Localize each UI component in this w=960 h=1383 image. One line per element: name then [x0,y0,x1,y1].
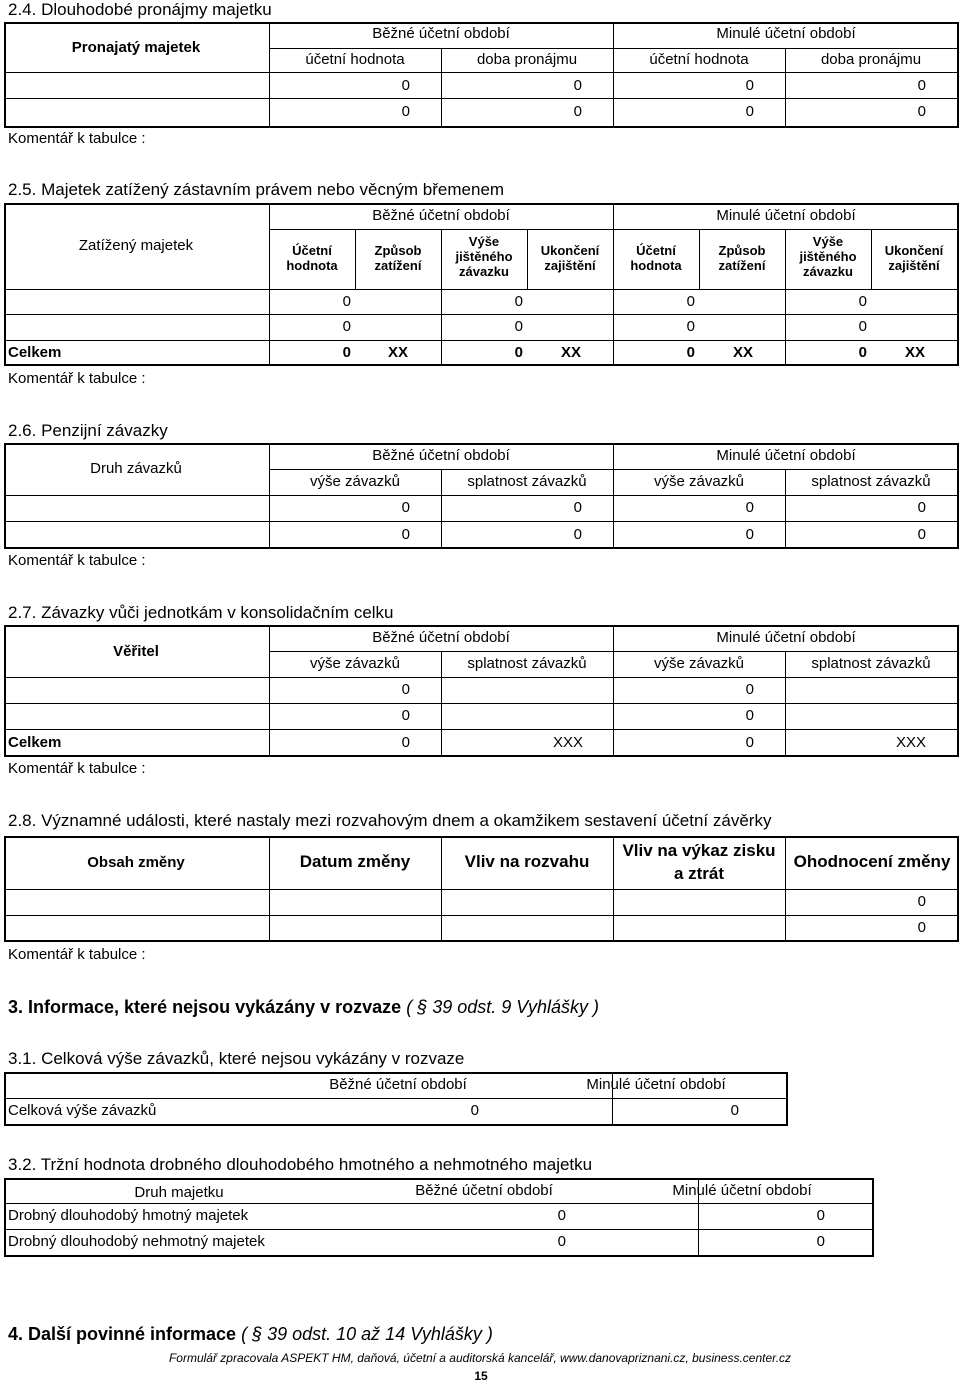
cell-value: 0 [686,318,695,335]
cell-value: 0 [573,526,582,543]
period-current: Běžné účetní období [372,207,510,224]
section-3-2-heading: 3.2. Tržní hodnota drobného dlouhodobého hmotného a nehmotného majetku [8,1155,593,1174]
cell-value: 0 [917,77,926,94]
col-vliv-rozvahu: Vliv na rozvahu [464,852,590,871]
total-value: 0 [745,734,754,751]
total-value: XX [560,344,581,361]
cell-value: 0 [745,499,754,516]
cell-value: 0 [401,499,410,516]
total-value: 0 [514,344,523,361]
col-datum-zmeny: Datum změny [299,852,411,871]
sub-header-vyse-zavazku: Výše jištěného závazku [455,234,513,279]
sub-header: doba pronájmu [820,51,922,68]
period-current: Běžné účetní období [372,447,510,464]
period-current: Běžné účetní období [372,25,510,42]
sub-header: splatnost závazků [467,473,587,490]
cell-value: 0 [917,499,926,516]
cell-value: 0 [470,1102,479,1119]
section-2-6-heading: 2.6. Penzijní závazky [8,421,168,440]
sub-header-ukonceni: Ukončení zajištění [540,243,600,273]
table-2-5 [4,203,959,366]
row-label: Drobný dlouhodobý nehmotný majetek [8,1233,265,1250]
sub-header: účetní hodnota [649,51,749,68]
section-3-1-heading: 3.1. Celková výše závazků, které nejsou vykázány v rozvaze [8,1049,465,1068]
sub-header: výše závazků [653,655,745,672]
cell-value: 0 [573,103,582,120]
col-veritel: Věřitel [113,643,159,660]
sub-header-zpusob-zatizeni: Způsob zatížení [718,243,766,273]
page-number: 15 [474,1369,488,1383]
period-current: Běžné účetní období [372,629,510,646]
table-comment: Komentář k tabulce : [8,946,146,963]
cell-value: 0 [917,893,926,910]
period-prior: Minulé účetní období [586,1076,726,1093]
section-2-8-heading: 2.8. Významné události, které nastaly mezi rozvahovým dnem a okamžikem sestavení účetní závěrky [8,811,772,830]
total-value: XXX [552,734,583,751]
cell-value: 0 [917,919,926,936]
col-druh-zavazku: Druh závazků [90,460,182,477]
cell-value: 0 [917,103,926,120]
cell-value: 0 [917,526,926,543]
section-2-7-heading: 2.7. Závazky vůči jednotkám v konsolidačním celku [8,603,394,622]
sub-header-ucetni-hodnota: Účetní hodnota [630,243,682,273]
row-label: Drobný dlouhodobý hmotný majetek [8,1207,249,1224]
cell-value: 0 [401,103,410,120]
total-value: XX [387,344,408,361]
cell-value: 0 [342,293,351,310]
cell-value: 0 [401,681,410,698]
total-value: XX [732,344,753,361]
cell-value: 0 [557,1233,566,1250]
period-current: Běžné účetní období [329,1076,467,1093]
table-comment: Komentář k tabulce : [8,130,146,147]
row-label: Celková výše závazků [8,1102,157,1119]
period-prior: Minulé účetní období [716,207,856,224]
total-value: 0 [686,344,695,361]
table-comment: Komentář k tabulce : [8,760,146,777]
sub-header: účetní hodnota [305,51,405,68]
total-label: Celkem [8,344,62,361]
sub-header-ukonceni: Ukončení zajištění [884,243,944,273]
cell-value: 0 [573,77,582,94]
cell-value: 0 [858,318,867,335]
total-value: 0 [858,344,867,361]
sub-header-ucetni-hodnota: Účetní hodnota [286,243,338,273]
total-value: 0 [342,344,351,361]
section-3-heading: 3. Informace, které nejsou vykázány v rozvaze ( § 39 odst. 9 Vyhlášky ) [8,997,599,1017]
cell-value: 0 [745,707,754,724]
col-druh-majetku: Druh majetku [134,1184,224,1201]
total-value: 0 [401,734,410,751]
period-prior: Minulé účetní období [716,25,856,42]
cell-value: 0 [745,681,754,698]
period-prior: Minulé účetní období [672,1182,812,1199]
cell-value: 0 [342,318,351,335]
col-zatizeny-majetek: Zatížený majetek [78,237,194,254]
table-comment: Komentář k tabulce : [8,552,146,569]
cell-value: 0 [745,77,754,94]
cell-value: 0 [745,526,754,543]
cell-value: 0 [573,499,582,516]
col-vliv-vykaz-2: a ztrát [673,864,725,883]
sub-header: výše závazků [309,473,401,490]
section-2-4-heading: 2.4. Dlouhodobé pronájmy majetku [8,0,272,19]
sub-header-vyse-zavazku: Výše jištěného závazku [799,234,857,279]
period-prior: Minulé účetní období [716,629,856,646]
sub-header: doba pronájmu [476,51,578,68]
cell-value: 0 [514,293,523,310]
period-prior: Minulé účetní období [716,447,856,464]
cell-value: 0 [730,1102,739,1119]
sub-header: splatnost závazků [467,655,587,672]
cell-value: 0 [401,77,410,94]
period-current: Běžné účetní období [415,1182,553,1199]
total-value: XX [904,344,925,361]
col-pronajaty-majetek: Pronajatý majetek [71,39,201,56]
sub-header: výše závazků [653,473,745,490]
col-ohodnoceni-zmeny: Ohodnocení změny [793,852,951,871]
cell-value: 0 [401,707,410,724]
cell-value: 0 [401,526,410,543]
section-2-5-heading: 2.5. Majetek zatížený zástavním právem nebo věcným břemenem [8,180,505,199]
col-vliv-vykaz: Vliv na výkaz zisku [622,841,776,860]
cell-value: 0 [858,293,867,310]
cell-value: 0 [514,318,523,335]
cell-value: 0 [816,1233,825,1250]
sub-header: splatnost závazků [811,655,931,672]
sub-header-zpusob-zatizeni: Způsob zatížení [374,243,422,273]
sub-header: výše závazků [309,655,401,672]
cell-value: 0 [686,293,695,310]
col-obsah-zmeny: Obsah změny [87,854,185,871]
total-label: Celkem [8,734,62,751]
table-comment: Komentář k tabulce : [8,370,146,387]
cell-value: 0 [816,1207,825,1224]
cell-value: 0 [745,103,754,120]
section-4-heading: 4. Další povinné informace ( § 39 odst. 10 až 14 Vyhlášky ) [8,1324,493,1344]
total-value: XXX [895,734,926,751]
sub-header: splatnost závazků [811,473,931,490]
cell-value: 0 [557,1207,566,1224]
footer-text: Formulář zpracovala ASPEKT HM, daňová, účetní a auditorská kancelář, www.danovapriznani.cz, business.center.cz [168,1351,792,1365]
